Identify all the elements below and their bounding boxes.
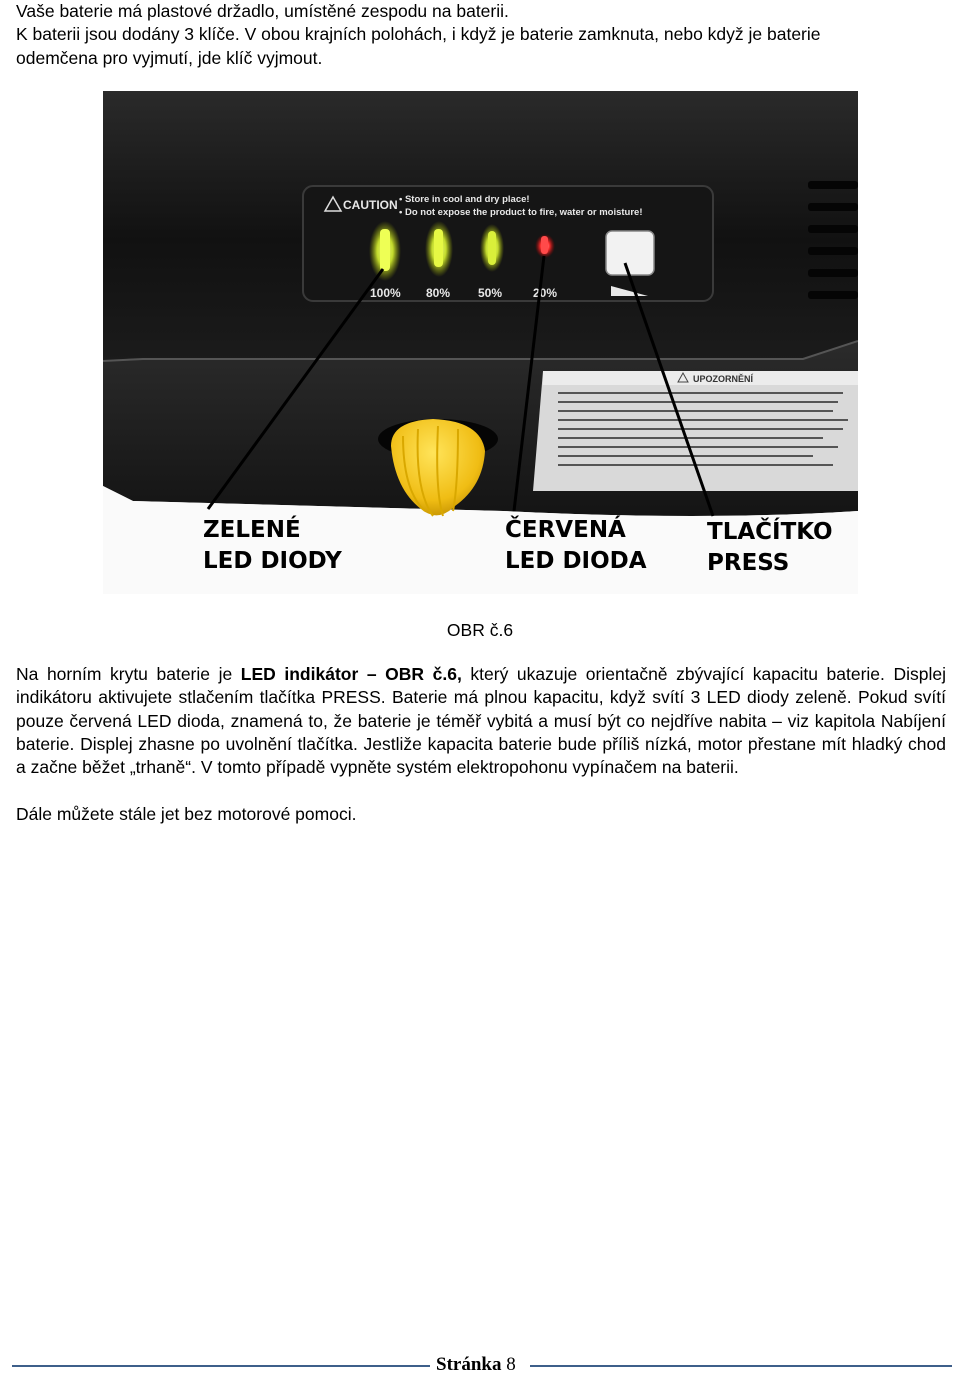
- label-green-line-1: ZELENÉ: [203, 517, 301, 543]
- body-sentence-1c: který ukazuje orientačně zbývající kapacitu baterie. Displej indikátoru aktivujete stlačením tlačítka PRESS. Baterie má plnou kapacitu, když svítí 3 LED diody zeleně. Pokud svítí pouze červená LED dioda, znamená to, že baterie je téměř vybitá a musí být co nejdříve nabita – viz kapitola Nabíjení baterie. Displej zhasne po uvolnění tlačítka. Jestliže kapacita baterie bude příliš nízká, motor přestane mít hladký chod a začne běžet „trhaně“. V tomto případě vypněte systém elektropohonu vypínačem na baterii.: [16, 664, 946, 778]
- battery-photo: [103, 91, 858, 594]
- footer-rule-right: [530, 1365, 952, 1367]
- footer-page-label: [436, 1354, 516, 1376]
- label-green-line-2: LED DIODY: [203, 548, 342, 574]
- label-press-line-1: TLAČÍTKO: [707, 519, 833, 545]
- footer-label: Stránka: [436, 1354, 502, 1375]
- sticker-title: UPOZORNĚNÍ: [693, 374, 754, 384]
- label-red-line-1: ČERVENÁ: [505, 517, 626, 543]
- intro-line-2: K baterii jsou dodány 3 klíče. V obou krajních polohách, i když je baterie zamknuta, nebo když je baterie: [16, 24, 821, 45]
- body-paragraph: [16, 663, 946, 779]
- led-label-100: 100%: [370, 286, 401, 300]
- footer-rule-left: [12, 1365, 430, 1367]
- footer-page-number: 8: [506, 1354, 516, 1375]
- intro-line-1: Vaše baterie má plastové držadlo, umístěné zespodu na baterii.: [16, 1, 509, 21]
- figure-caption: OBR č.6: [446, 620, 514, 640]
- body-closing-line: Dále můžete stále jet bez motorové pomoci.: [16, 804, 357, 824]
- led-label-50: 50%: [478, 286, 503, 300]
- label-press-line-2: PRESS: [707, 550, 790, 576]
- green-led-80: [434, 229, 443, 267]
- led-label-20: 20%: [533, 286, 558, 300]
- led-label-80: 80%: [426, 286, 451, 300]
- intro-line-3: odemčena pro vyjmutí, jde klíč vyjmout.: [16, 47, 323, 68]
- warning-sticker: [533, 371, 858, 491]
- body-sentence-1a: Na horním krytu baterie je: [16, 664, 241, 684]
- body-led-indicator-emphasis: LED indikátor – OBR č.6,: [240, 664, 462, 684]
- red-led-20: [541, 236, 548, 254]
- caution-text: CAUTION: [343, 198, 398, 212]
- panel-text-line-2: • Do not expose the product to fire, water or moisture!: [399, 207, 643, 218]
- intro-paragraph: [16, 0, 946, 70]
- press-button: [606, 231, 654, 275]
- sticker-body: [533, 371, 858, 491]
- panel-text-line-1: • Store in cool and dry place!: [399, 194, 530, 205]
- green-led-50: [488, 231, 496, 265]
- green-led-100: [380, 229, 390, 271]
- label-red-line-2: LED DIODA: [505, 548, 647, 574]
